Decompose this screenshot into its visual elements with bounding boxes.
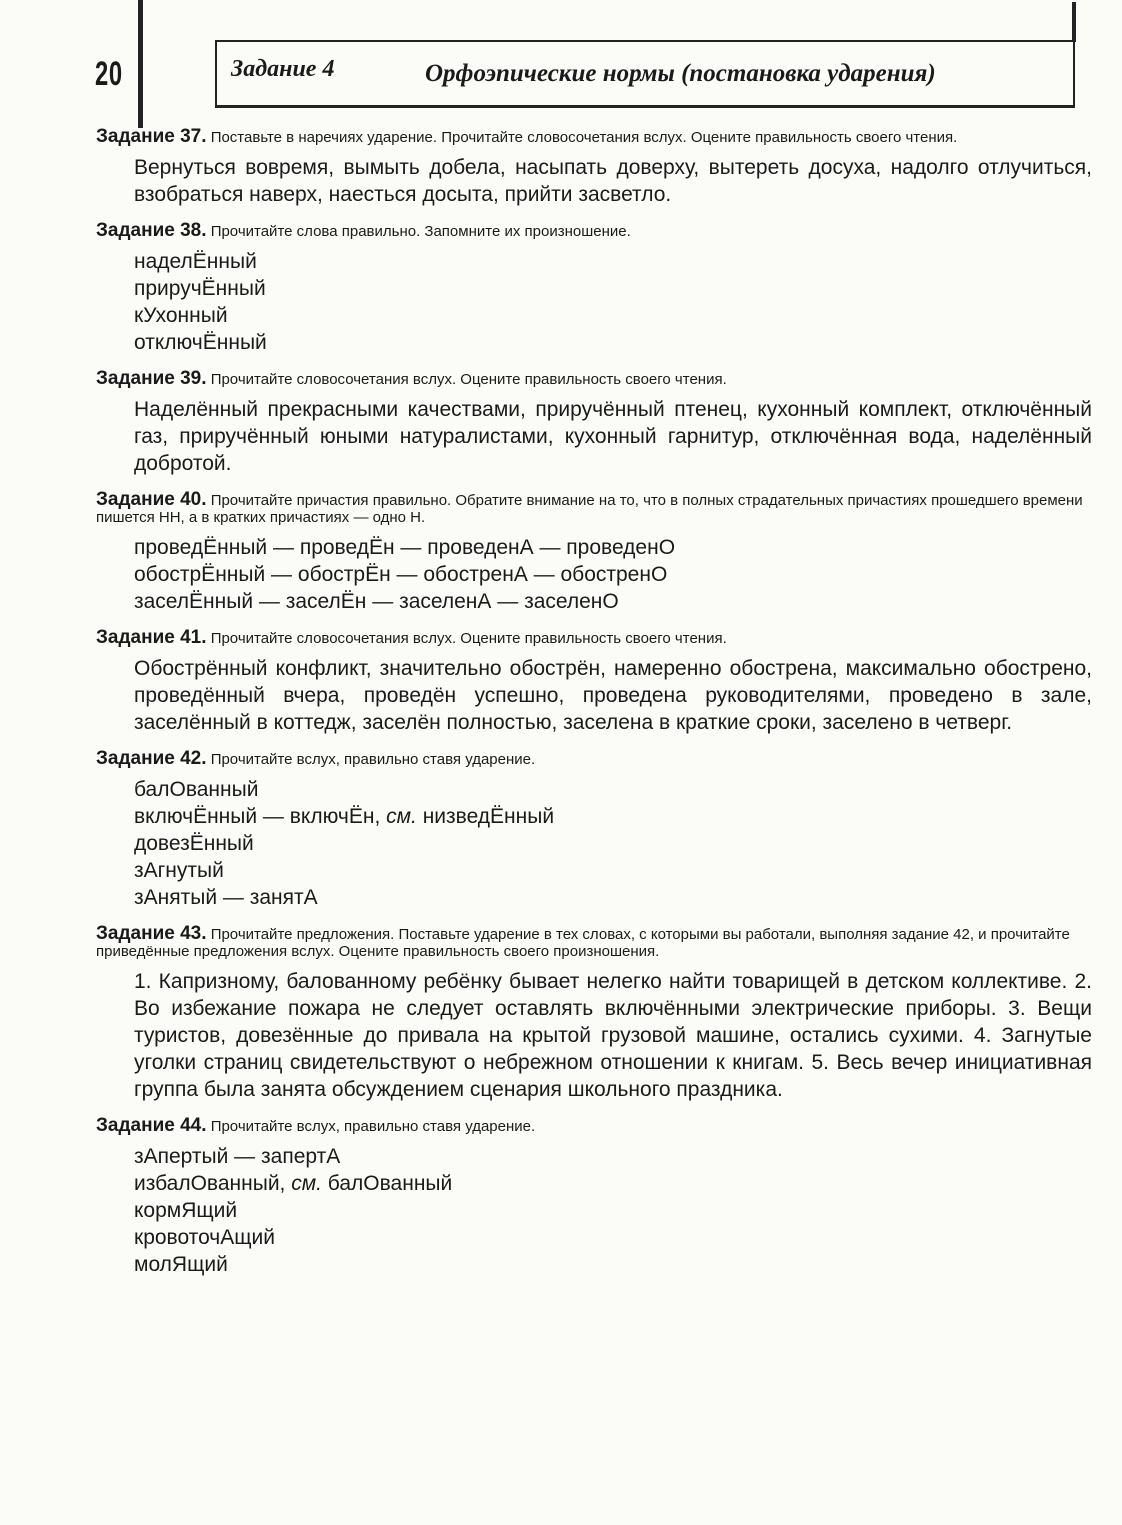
task-44 bbox=[96, 1117, 1092, 1278]
task-text: 1. Капризному, балованному ребёнку бывает нелегко найти товарищей в детском коллективе. 2. Во избежание пожара не следует оставлять включёнными электрические приборы. 3. Вещи туристов, довезённые до привала на крытой грузовой машине, остались сухими. 4. Загнутые уголки страниц свидетельствуют о небрежном отношении к книгам. 5. Весь вечер инициативная группа была занята обсуждением сценария школьного праздника. bbox=[134, 970, 1092, 1101]
task-instruction: Прочитайте предложения. Поставьте ударение в тех словах, с которыми вы работали, выполняя задание 42, и прочитайте приведённые предложения вслух. Оцените правильность своего произношения. bbox=[96, 926, 1070, 960]
word-item: кУхонный bbox=[134, 304, 228, 327]
task-39 bbox=[96, 370, 1092, 477]
word-item: молЯщий bbox=[134, 1253, 228, 1276]
word-item: балОванный bbox=[134, 778, 259, 801]
word-text: низведЁнный bbox=[416, 805, 555, 828]
word-item: обострЁнный — обострЁн — обостренА — обостренО bbox=[134, 563, 668, 586]
task-37 bbox=[96, 128, 1092, 208]
word-text: балОванный bbox=[321, 1172, 453, 1195]
see-reference: см. bbox=[291, 1172, 322, 1195]
task-40 bbox=[96, 491, 1092, 615]
word-item bbox=[134, 1170, 1092, 1197]
word-item: зАгнутый bbox=[134, 859, 224, 882]
word-list bbox=[96, 534, 1092, 615]
word-item: проведЁнный — проведЁн — проведенА — проведенО bbox=[134, 536, 676, 559]
task-43 bbox=[96, 925, 1092, 1103]
task-41 bbox=[96, 629, 1092, 736]
word-list bbox=[96, 248, 1092, 356]
see-reference: см. bbox=[386, 805, 417, 828]
margin-rule bbox=[138, 0, 143, 128]
page-number: 20 bbox=[95, 55, 123, 93]
word-item: отключЁнный bbox=[134, 331, 267, 354]
task-number: Задание 38. bbox=[96, 220, 207, 241]
word-list bbox=[96, 776, 1092, 911]
task-text: Обострённый конфликт, значительно обострён, намеренно обострена, максимально обострено, проведённый вчера, проведён успешно, проведена руководителями, проведено в зале, заселённый в коттедж, заселён полностью, заселена в краткие сроки, заселено в четверг. bbox=[134, 657, 1092, 734]
page-title: Орфоэпические нормы (постановка ударения) bbox=[425, 60, 936, 87]
word-item: зАпертый — запертА bbox=[134, 1145, 341, 1168]
page-content bbox=[96, 128, 1092, 1292]
task-number: Задание 42. bbox=[96, 748, 207, 769]
task-text: Вернуться вовремя, вымыть добела, насыпать доверху, вытереть досуха, надолго отлучиться, взобраться наверх, наесться досыта, прийти засветло. bbox=[134, 156, 1092, 206]
task-number: Задание 37. bbox=[96, 126, 207, 147]
task-instruction: Поставьте в наречиях ударение. Прочитайте словосочетания вслух. Оцените правильность своего чтения. bbox=[210, 129, 958, 146]
task-number: Задание 40. bbox=[96, 489, 207, 510]
task-instruction: Прочитайте словосочетания вслух. Оцените правильность своего чтения. bbox=[210, 371, 727, 388]
word-item: заселЁнный — заселЁн — заселенА — заселенО bbox=[134, 590, 619, 613]
task-number: Задание 41. bbox=[96, 627, 207, 648]
word-list bbox=[96, 1143, 1092, 1278]
task-number: Задание 44. bbox=[96, 1115, 207, 1136]
word-item: кровоточАщий bbox=[134, 1226, 275, 1249]
task-text: Наделённый прекрасными качествами, приручённый птенец, кухонный комплект, отключённый газ, приручённый юными натуралистами, кухонный гарнитур, отключённая вода, наделённый добротой. bbox=[134, 398, 1092, 475]
task-instruction: Прочитайте слова правильно. Запомните их произношение. bbox=[210, 223, 631, 240]
task-number: Задание 39. bbox=[96, 368, 207, 389]
word-text: избалОванный, bbox=[134, 1172, 292, 1195]
task-instruction: Прочитайте словосочетания вслух. Оцените правильность своего чтения. bbox=[210, 630, 727, 647]
word-item: довезЁнный bbox=[134, 832, 254, 855]
word-item bbox=[134, 803, 1092, 830]
word-item: приручЁнный bbox=[134, 277, 266, 300]
task-instruction: Прочитайте вслух, правильно ставя ударение. bbox=[210, 1118, 536, 1135]
word-item: наделЁнный bbox=[134, 250, 257, 273]
word-text: включЁнный — включЁн, bbox=[134, 805, 387, 828]
task-label: Задание 4 bbox=[231, 56, 335, 82]
word-item: зАнятый — занятА bbox=[134, 886, 318, 909]
task-42 bbox=[96, 750, 1092, 911]
chapter-header bbox=[215, 40, 1075, 108]
word-item: кормЯщий bbox=[134, 1199, 238, 1222]
task-instruction: Прочитайте вслух, правильно ставя ударение. bbox=[210, 751, 536, 768]
task-38 bbox=[96, 222, 1092, 356]
task-instruction: Прочитайте причастия правильно. Обратите внимание на то, что в полных страдательных причастиях прошедшего времени пишется НН, а в кратких причастиях — одно Н. bbox=[96, 492, 1083, 526]
task-number: Задание 43. bbox=[96, 923, 207, 944]
